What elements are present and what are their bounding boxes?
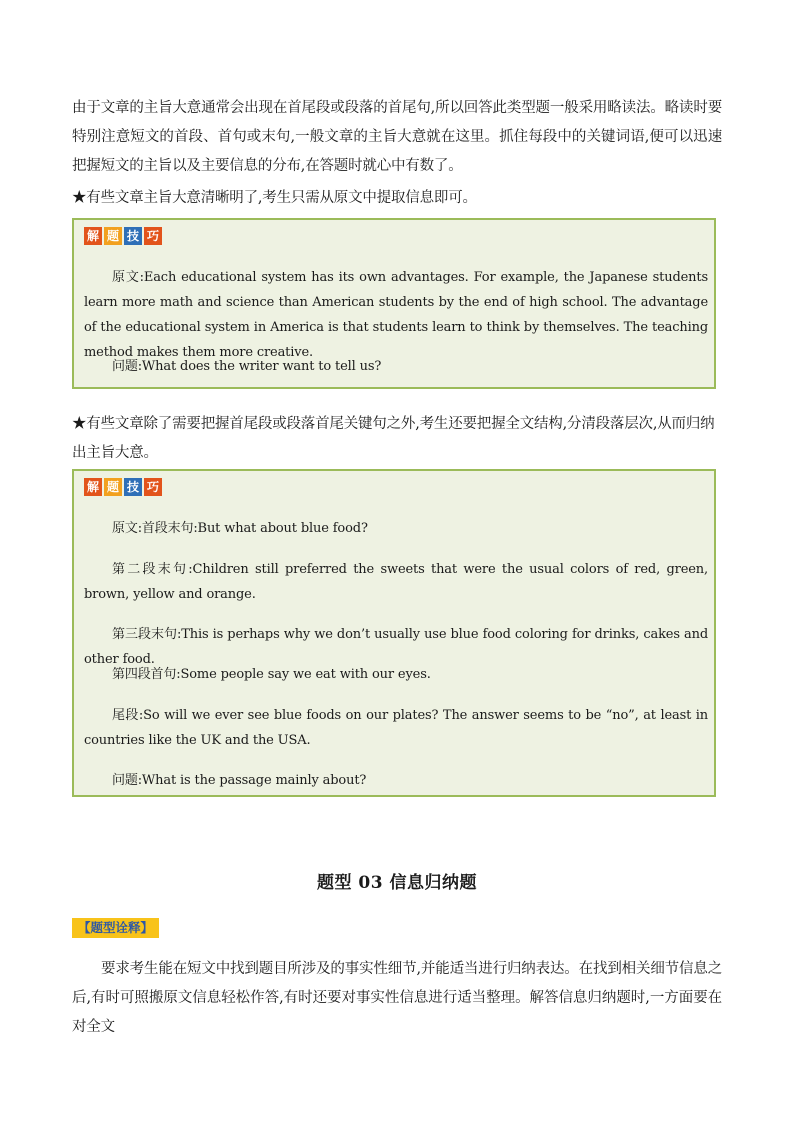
box2-second-paragraph-sentence: 第二段末句:Children still preferred the sweets that were the usual colors of red, green, brown, yellow and orange. <box>84 562 708 602</box>
badge-char-2: 题 <box>104 478 122 496</box>
badge-char-3: 技 <box>124 478 142 496</box>
note-clear-main-idea: ★有些文章主旨大意清晰明了,考生只需从原文中提取信息即可。 <box>72 190 477 206</box>
badge-char-4: 巧 <box>144 227 162 245</box>
badge-char-1: 解 <box>84 478 102 496</box>
badge-char-3: 技 <box>124 227 142 245</box>
tip-box-2 <box>72 469 716 797</box>
box1-question: 问题:What does the writer want to tell us? <box>112 359 382 374</box>
badge-char-1: 解 <box>84 227 102 245</box>
box2-third-paragraph-sentence: 第三段末句:This is perhaps why we don’t usually use blue food coloring for drinks, cakes and other food. <box>84 627 708 667</box>
intro-paragraph: 由于文章的主旨大意通常会出现在首尾段或段落的首尾句,所以回答此类型题一般采用略读法。略读时要特别注意短文的首段、首句或末句,一般文章的主旨大意就在这里。抓住每段中的关键词语,便可以迅速把握短文的主旨以及主要信息的分布,在答题时就心中有数了。 <box>72 100 722 174</box>
box2-fourth-paragraph-sentence: 第四段首句:Some people say we eat with our eyes. <box>112 667 431 682</box>
tip-badge <box>84 227 162 245</box>
badge-char-2: 题 <box>104 227 122 245</box>
box1-original-text: 原文:Each educational system has its own advantages. For example, the Japanese students learn more math and science than American students by the end of high school. The advantage of the educational system in America is that students learn to think by themselves. The teaching method makes them more creative. <box>84 270 708 360</box>
box2-question: 问题:What is the passage mainly about? <box>112 773 367 788</box>
badge-char-4: 巧 <box>144 478 162 496</box>
tip-box-1 <box>72 218 716 389</box>
tip-badge <box>84 478 162 496</box>
box2-first-paragraph-sentence: 原文:首段末句:But what about blue food? <box>112 521 368 536</box>
section-title: 题型 03 信息归纳题 <box>317 873 477 893</box>
body-paragraph: 要求考生能在短文中找到题目所涉及的事实性细节,并能适当进行归纳表达。在找到相关细节信息之后,有时可照搬原文信息轻松作答,有时还要对事实性信息进行适当整理。解答信息归纳题时,一方面要在对全文 <box>72 961 722 1035</box>
box2-last-paragraph: 尾段:So will we ever see blue foods on our plates? The answer seems to be “no”, at least in countries like the UK and the USA. <box>84 708 708 748</box>
note-structure-main-idea: ★有些文章除了需要把握首尾段或段落首尾关键句之外,考生还要把握全文结构,分清段落层次,从而归纳出主旨大意。 <box>72 416 715 461</box>
question-type-tag: 【题型诠释】 <box>72 918 159 938</box>
